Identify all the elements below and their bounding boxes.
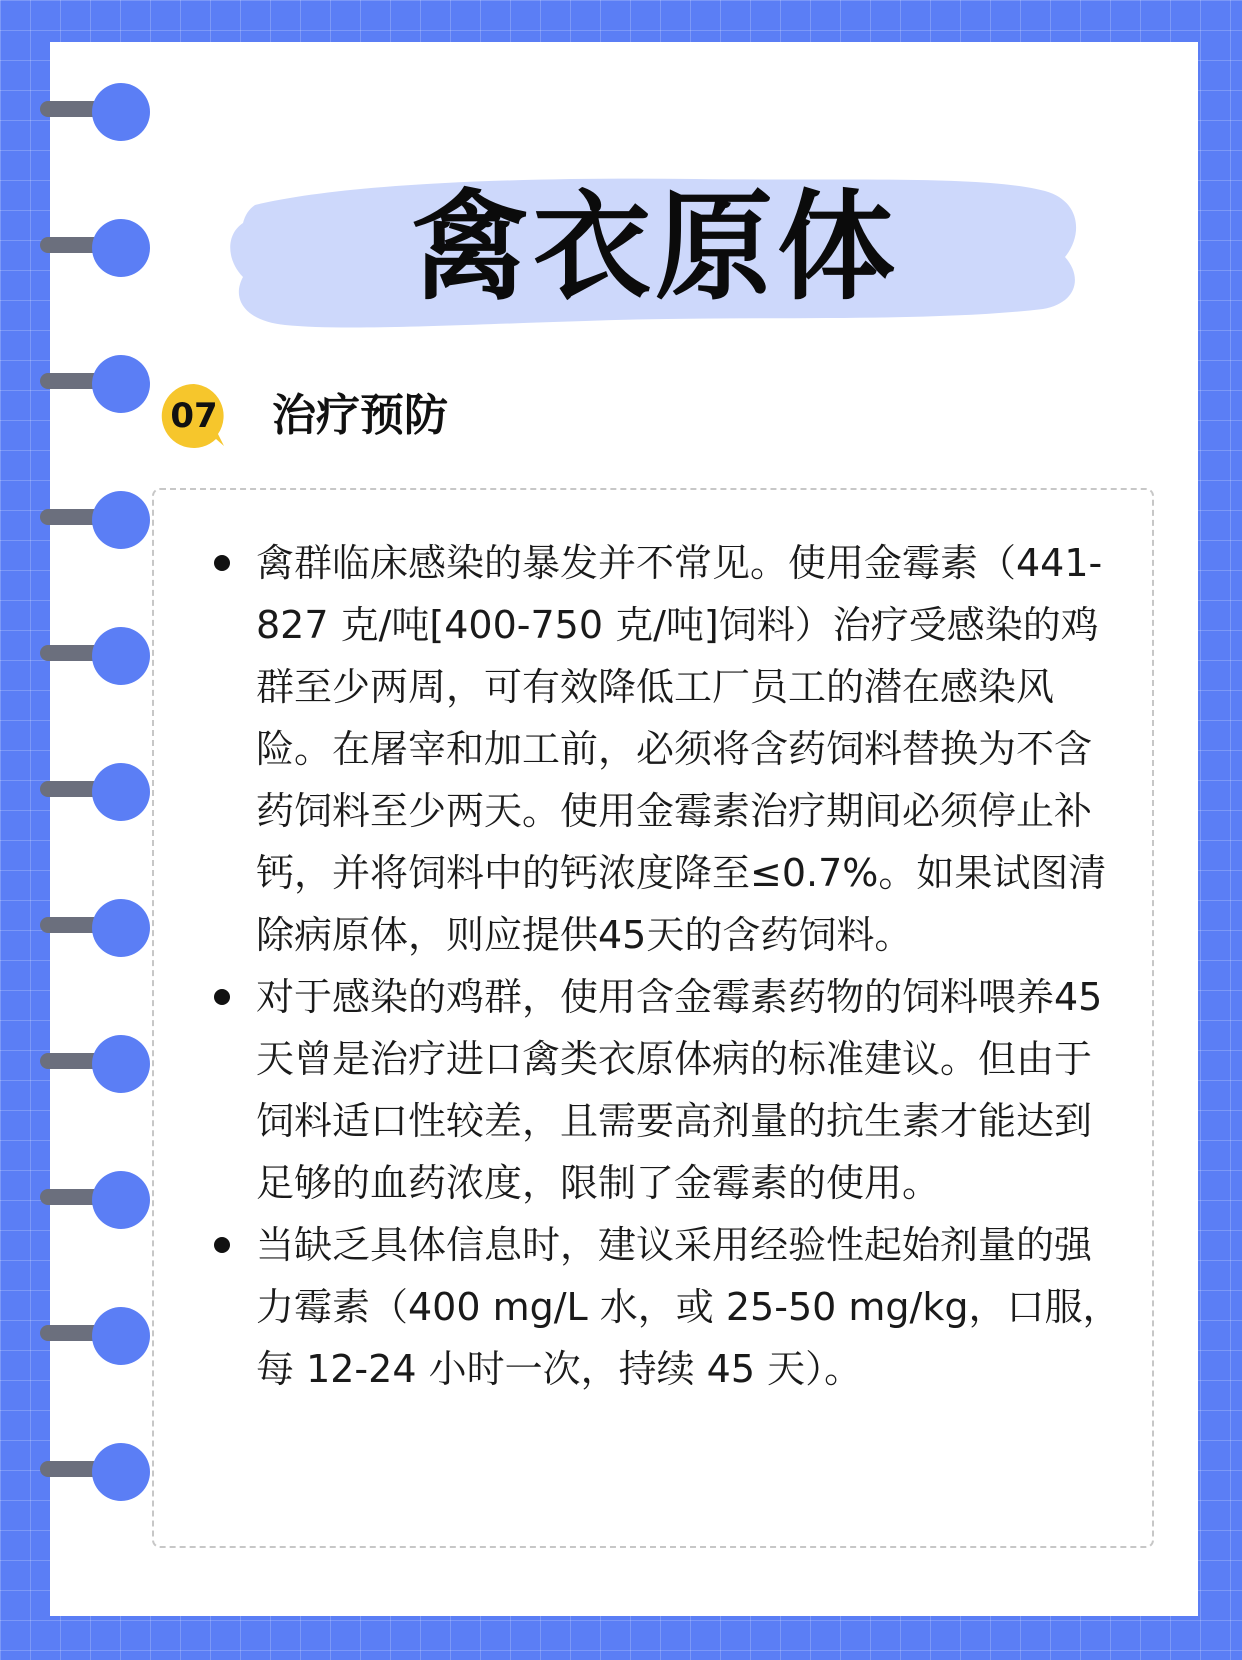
binder-ring xyxy=(40,1443,138,1501)
page-title: 禽衣原体 xyxy=(410,178,899,316)
list-item xyxy=(154,1214,1152,1400)
bullet-text: 对于感染的鸡群，使用含金霉素药物的饲料喂养45天曾是治疗进口禽类衣原体病的标准建议。但由于饲料适口性较差，且需要高剂量的抗生素才能达到足够的血药浓度，限制了金霉素的使用。 xyxy=(256,975,1103,1205)
binder-ring xyxy=(40,491,138,549)
content-box xyxy=(152,488,1154,1548)
binder-ring xyxy=(40,83,138,141)
binder-ring xyxy=(40,899,138,957)
bullet-dot-icon xyxy=(214,1237,230,1253)
bullet-text: 禽群临床感染的暴发并不常见。使用金霉素（441-827 克/吨[400-750 克/吨]饲料）治疗受感染的鸡群至少两周，可有效降低工厂员工的潜在感染风险。在屠宰和加工前，必须将含药饲料替换为不含药饲料至少两天。使用金霉素治疗期间必须停止补钙，并将饲料中的钙浓度降至≤0.7%。如果试图清除病原体，则应提供45天的含药饲料。 xyxy=(256,541,1107,957)
bullet-list xyxy=(154,532,1152,1400)
bullet-text: 当缺乏具体信息时，建议采用经验性起始剂量的强力霉素（400 mg/L 水，或 25-50 mg/kg，口服，每 12-24 小时一次，持续 45 天）。 xyxy=(256,1223,1121,1391)
list-item xyxy=(154,532,1152,966)
section-title: 治疗预防 xyxy=(272,390,448,441)
bullet-dot-icon xyxy=(214,989,230,1005)
binder-ring xyxy=(40,355,138,413)
binder-ring xyxy=(40,1035,138,1093)
section-number: 07 xyxy=(170,396,218,436)
binder-ring xyxy=(40,1171,138,1229)
binder-ring xyxy=(40,1307,138,1365)
bullet-dot-icon xyxy=(214,555,230,571)
binder-ring xyxy=(40,627,138,685)
binder-ring xyxy=(40,763,138,821)
list-item xyxy=(154,966,1152,1214)
binder-ring xyxy=(40,219,138,277)
